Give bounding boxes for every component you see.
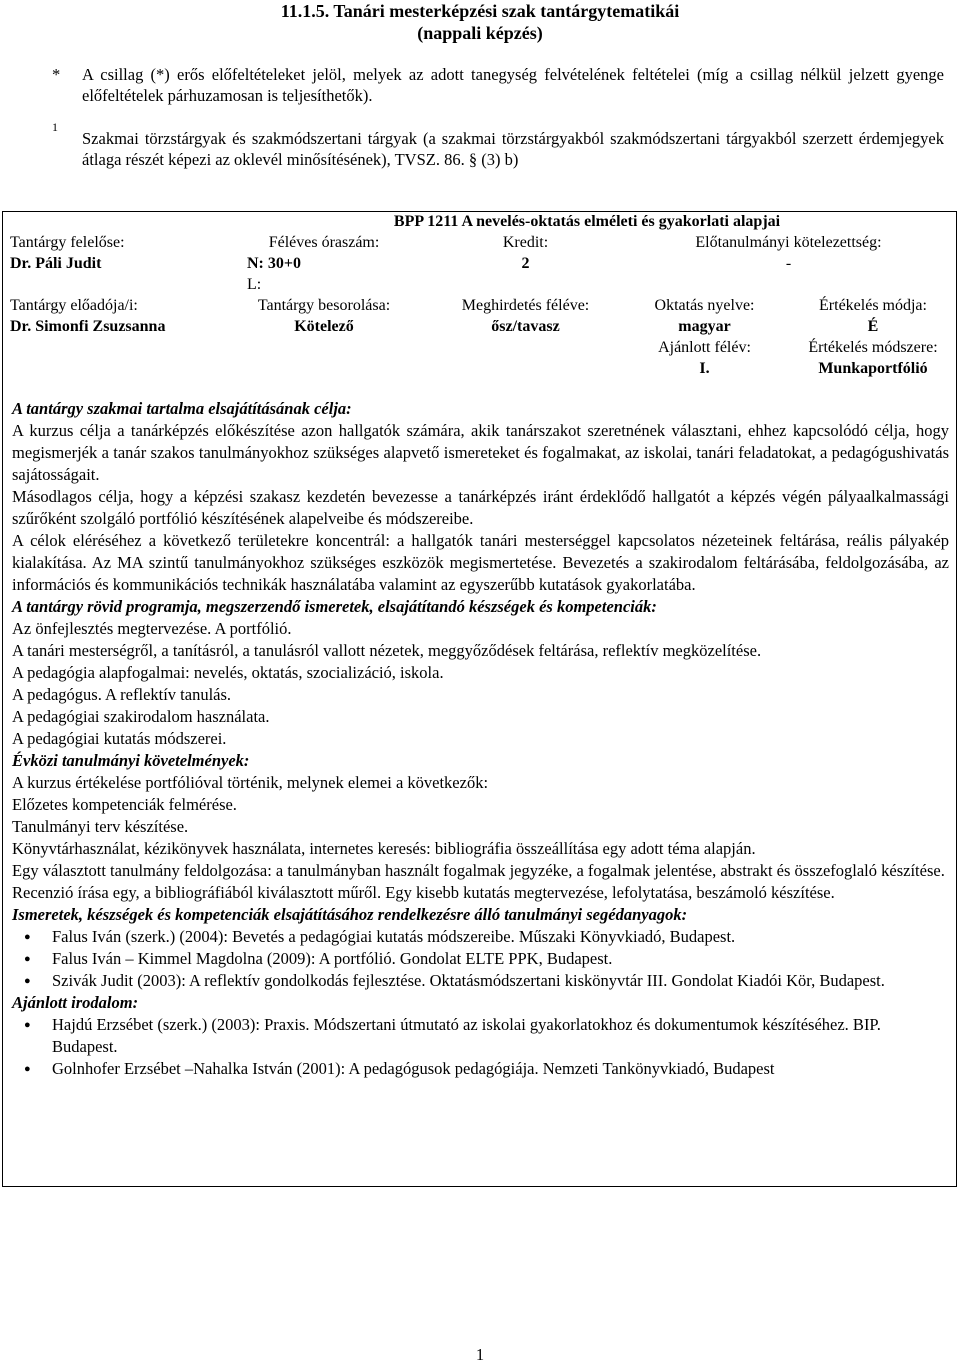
literature-item: ● Hajdú Erzsébet (szerk.) (2003): Praxis. Módszertani útmutató az iskolai gyakorlatokhoz és dokumentumok készítéséhez. BIP. Budapest. [52, 1014, 949, 1058]
program-line: A pedagógia alapfogalmai: nevelés, oktatás, szocializáció, iskola. [12, 663, 444, 682]
evaluation-method-label: Értékelés módszere: [808, 339, 938, 356]
credit-label: Kredit: [502, 234, 549, 251]
materials-heading: Ismeretek, készségek és kompetenciák elsajátításához rendelkezésre álló tanulmányi segédanyagok: [12, 905, 688, 924]
star-footnote-text: A csillag (*) erős előfeltételeket jelöl, melyek az adott tanegység felvételének feltételei (míg a csillag nélkül jelzett gyenge előfeltételek párhuzamosan is teljesíthetők). [82, 65, 944, 105]
aim-heading: A tantárgy szakmai tartalma elsajátításának célja: [12, 399, 352, 418]
recommended-semester-value: I. [699, 360, 710, 377]
credit-value: 2 [521, 255, 530, 272]
evaluation-value: É [867, 318, 879, 335]
literature-item: ● Golnhofer Erzsébet –Nahalka István (2001): A pedagógusok pedagógiája. Nemzeti Tankönyvkiadó, Budapest [52, 1058, 949, 1080]
program-line: A pedagógiai kutatás módszerei. [12, 729, 227, 748]
prerequisite-value: - [785, 255, 792, 272]
requirements-line: Recenzió írása egy, a bibliográfiából kiválasztott műről. Egy kisebb kutatás megtervezése, lefolytatása, beszámoló készítése. [12, 883, 835, 902]
page-number: 1 [475, 1345, 485, 1364]
classification-value: Kötelező [294, 318, 354, 335]
requirements-line: A kurzus értékelése portfólióval történik, melynek elemei a következők: [12, 773, 489, 792]
aim-paragraph: Másodlagos célja, hogy a képzési szakasz kezdetén bevezesse a tanárképzés iránt érdeklődő hallgatót a képzés végén pályaalkalmassági szűrőként szolgáló portfólió készítésének alapelveibe és módszereibe. [12, 487, 949, 528]
hours-label: Féléves óraszám: [268, 234, 380, 251]
responsible-label: Tantárgy felelőse: [10, 234, 125, 251]
requirements-line: Könyvtárhasználat, kézikönyvek használata, internetes keresés: bibliográfia összeállítása egy adott téma alapján. [12, 839, 756, 858]
materials-item: ● Falus Iván – Kimmel Magdolna (2009): A portfólió. Gondolat ELTE PPK, Budapest. [52, 948, 949, 970]
evaluation-method-value: Munkaportfólió [818, 360, 928, 377]
lecturer-value: Dr. Simonfi Zsuzsanna [10, 318, 166, 335]
program-line: Az önfejlesztés megtervezése. A portfólió. [12, 619, 292, 638]
footnote-one-text: Szakmai törzstárgyak és szakmódszertani tárgyak (a szakmai törzstárgyakból szakmódszertani tárgyakból szerzett érdemjegyek átlaga részét képezi az oklevél minősítésének), TVSZ. 86. § (3) b) [82, 129, 944, 169]
aim-paragraph: A kurzus célja a tanárképzés előkészítése azon hallgatók számára, akik tanárszakot szeretnének választani, ehhez kapcsolódó célja, hogy megismerjék a tanár szakos tanulmányokhoz szükséges alapvető ismereteket és fogalmakat, az iskolai, tanári feladatokat, a pedagógushivatás sajátosságait. [12, 421, 949, 484]
requirements-line: Egy választott tanulmány feldolgozása: a tanulmányban használt fogalmak jegyzéke, a fogalmak jelentése, abstrakt és összefoglaló készítése. [12, 861, 945, 880]
language-value: magyar [678, 318, 731, 335]
course-body [12, 398, 949, 1080]
semester-value: ősz/tavasz [491, 318, 560, 335]
star-footnote-mark: * [52, 65, 61, 84]
requirements-line: Előzetes kompetenciák felmérése. [12, 795, 237, 814]
materials-item: ● Szivák Judit (2003): A reflektív gondolkodás fejlesztése. Oktatásmódszertani kiskönyvtár III. Gondolat Kiadói Kör, Budapest. [52, 970, 949, 992]
materials-item: ● Falus Iván (szerk.) (2004): Bevetés a pedagógiai kutatás módszereibe. Műszaki Könyvkiadó, Budapest. [52, 926, 949, 948]
course-title: BPP 1211 A nevelés-oktatás elméleti és gyakorlati alapjai [393, 213, 781, 230]
program-line: A pedagógiai szakirodalom használata. [12, 707, 270, 726]
requirements-heading: Évközi tanulmányi követelmények: [12, 751, 250, 770]
hours-l-value: L: [247, 276, 262, 293]
requirements-line: Tanulmányi terv készítése. [12, 817, 189, 836]
hours-n-value: N: 30+0 [247, 255, 301, 272]
evaluation-label: Értékelés módja: [819, 297, 927, 314]
footnote-one-mark: 1 [52, 120, 58, 134]
program-heading: A tantárgy rövid programja, megszerzendő ismeretek, elsajátítandó készségek és kompetenciák: [12, 597, 657, 616]
literature-list [12, 1014, 949, 1080]
lecturer-label: Tantárgy előadója/i: [10, 297, 138, 314]
course-header-table [2, 211, 957, 379]
program-line: A tanári mesterségről, a tanításról, a tanulásról vallott nézetek, meggyőződések feltárása, reflektív megközelítése. [12, 641, 762, 660]
language-label: Oktatás nyelve: [654, 297, 755, 314]
semester-label: Meghirdetés féléve: [461, 297, 590, 314]
program-line: A pedagógus. A reflektív tanulás. [12, 685, 232, 704]
classification-label: Tantárgy besorolása: [257, 297, 391, 314]
responsible-value: Dr. Páli Judit [10, 255, 102, 272]
materials-list [12, 926, 949, 992]
page-subtitle: (nappali képzés) [417, 23, 543, 43]
prerequisite-label: Előtanulmányi kötelezettség: [695, 234, 882, 251]
page-title: 11.1.5. Tanári mesterképzési szak tantárgytematikái [280, 1, 680, 21]
aim-paragraph: A célok eléréséhez a következő területekre koncentrál: a hallgatók tanári mesterséggel kapcsolatos nézeteinek feltárása, reális pályakép kialakítása. Az MA szintű tanulmányokhoz szükséges eszközök megismertetése. Bevezetés a szakirodalom feltárásába, feldolgozásába, az információs és kommunikációs technikák használatába valamint az egyszerűbb kutatások gyakorlatába. [12, 531, 949, 594]
literature-heading: Ajánlott irodalom: [12, 993, 139, 1012]
recommended-semester-label: Ajánlott félév: [658, 339, 751, 356]
